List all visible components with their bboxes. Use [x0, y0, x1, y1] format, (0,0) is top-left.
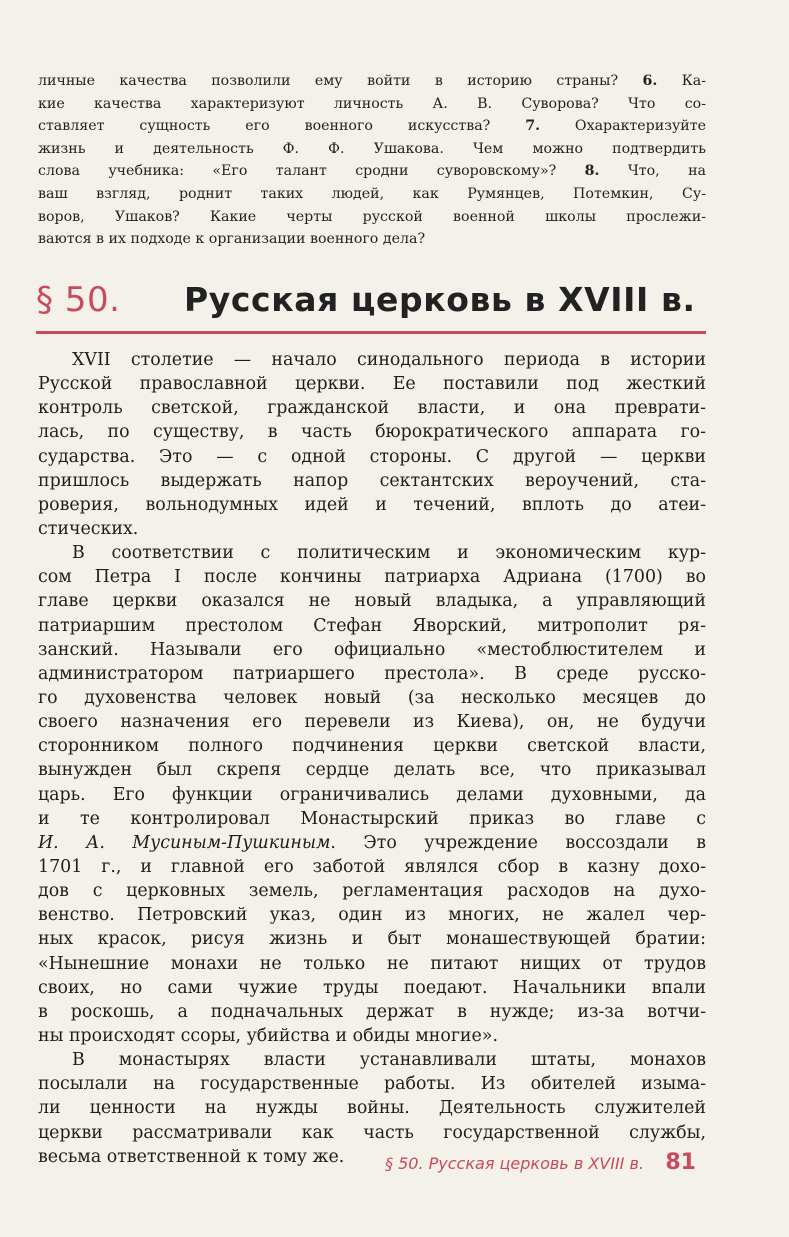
- section-title: Русская церковь в XVIII в.: [184, 280, 696, 319]
- section-body: [38, 348, 706, 1169]
- text-line: Русской православной церкви. Ее поставили под жесткий: [38, 374, 706, 395]
- question-text: ваш взгляд, роднит таких людей, как Румянцев, Потемкин, Су-: [38, 185, 706, 202]
- text-line: XVII столетие — начало синодального периода в истории: [72, 350, 706, 370]
- text-fragment: . Это учреждение воссоздали в: [330, 832, 706, 853]
- text-line: сударства. Это — с одной стороны. С другой — церкви: [38, 446, 706, 467]
- text-line: своего назначения его перевели из Киева), он, не будучи: [38, 712, 706, 733]
- question-text: жизнь и деятельность Ф. Ф. Ушакова. Чем можно подтвердить: [38, 140, 706, 157]
- text-line: стических.: [38, 518, 139, 539]
- question-line: [38, 206, 706, 229]
- text-line: 1701 г., и главной его заботой являлся сбор в казну дохо-: [38, 856, 706, 877]
- text-line: В соответствии с политическим и экономическим кур-: [72, 543, 706, 564]
- question-text: кие качества характеризуют личность А. В. Суворова? Что со-: [38, 95, 706, 112]
- text-line: церкви рассматривали как часть государственной службы,: [38, 1122, 706, 1143]
- question-text: Что, на: [599, 163, 706, 180]
- text-line: царь. Его функции ограничивались делами духовными, да: [38, 784, 706, 805]
- question-line: [38, 115, 706, 138]
- question-text: ваются в их подходе к организации военного дела?: [38, 231, 426, 248]
- question-line: [38, 183, 706, 206]
- text-line: вынужден был скрепя сердце делать все, что приказывал: [38, 760, 706, 781]
- text-line: и те контролировал Монастырский приказ во главе с: [38, 808, 706, 829]
- section-number: § 50.: [36, 280, 121, 320]
- page-footer: [340, 1150, 706, 1180]
- running-title: § 50. Русская церковь в XVIII в.: [385, 1154, 644, 1173]
- question-number: 7.: [525, 118, 541, 135]
- question-text: слова учебника: «Его талант сродни суворовскому»?: [38, 163, 585, 180]
- text-line: занский. Называли его официально «местоблюстителем и: [38, 639, 706, 660]
- text-line: посылали на государственные работы. Из обителей изыма-: [38, 1074, 706, 1095]
- question-line: [38, 138, 706, 161]
- text-line: ных красок, рисуя жизнь и быт монашествующей братии:: [38, 929, 706, 950]
- text-line: в роскошь, а подначальных держат в нужде; из-за вотчи-: [38, 1001, 706, 1022]
- text-line: В монастырях власти устанавливали штаты, монахов: [72, 1050, 706, 1071]
- text-line: го духовенства человек новый (за несколько месяцев до: [38, 687, 706, 708]
- text-line: ны происходят ссоры, убийства и обиды многие».: [38, 1025, 498, 1046]
- question-line: [38, 160, 706, 183]
- italic-name: И. А. Мусиным-Пушкиным: [38, 832, 331, 853]
- text-line: роверия, вольнодумных идей и течений, вплоть до атеи-: [38, 494, 706, 515]
- heading-underline: [36, 331, 706, 334]
- question-text: ставляет сущность его военного искусства?: [38, 118, 526, 135]
- question-number: 6.: [642, 73, 658, 89]
- text-line: сом Петра I после кончины патриарха Адриана (1700) во: [38, 567, 706, 588]
- question-text: Ка-: [657, 73, 707, 89]
- question-line: [38, 93, 706, 116]
- page-number: 81: [665, 1150, 696, 1175]
- question-text: Охарактеризуйте: [540, 118, 707, 135]
- review-questions: [38, 70, 706, 251]
- paragraph: [38, 541, 706, 1048]
- text-line: лась, по существу, в часть бюрократического аппарата го-: [38, 422, 706, 443]
- question-text: воров, Ушаков? Какие черты русской военной школы прослежи-: [38, 208, 706, 225]
- text-line: [38, 831, 706, 855]
- paragraph: [38, 348, 706, 541]
- text-line: администратором патриаршего престола». В среде русско-: [38, 663, 706, 684]
- text-line: сторонником полного подчинения церкви светской власти,: [38, 736, 706, 757]
- text-line: пришлось выдержать напор сектантских вероучений, ста-: [38, 470, 706, 491]
- text-line: ли ценности на нужды войны. Деятельность служителей: [38, 1098, 706, 1119]
- question-line: [38, 70, 706, 93]
- text-line: дов с церковных земель, регламентация расходов на духо-: [38, 881, 706, 902]
- text-line: своих, но сами чужие труды поедают. Начальники впали: [38, 977, 706, 998]
- question-number: 8.: [584, 163, 600, 180]
- text-line: весьма ответственной к тому же.: [38, 1146, 345, 1167]
- question-text: личные качества позволили ему войти в историю страны?: [38, 73, 643, 89]
- question-line: [38, 228, 706, 251]
- text-line: «Нынешние монахи не только не питают нищих от трудов: [38, 953, 706, 974]
- section-heading: [36, 280, 706, 328]
- text-line: патриаршим престолом Стефан Яворский, митрополит ря-: [38, 615, 706, 636]
- text-line: контроль светской, гражданской власти, и она преврати-: [38, 398, 706, 419]
- text-line: венство. Петровский указ, один из многих, не жалел чер-: [38, 905, 706, 926]
- text-line: главе церкви оказался не новый владыка, а управляющий: [38, 591, 706, 612]
